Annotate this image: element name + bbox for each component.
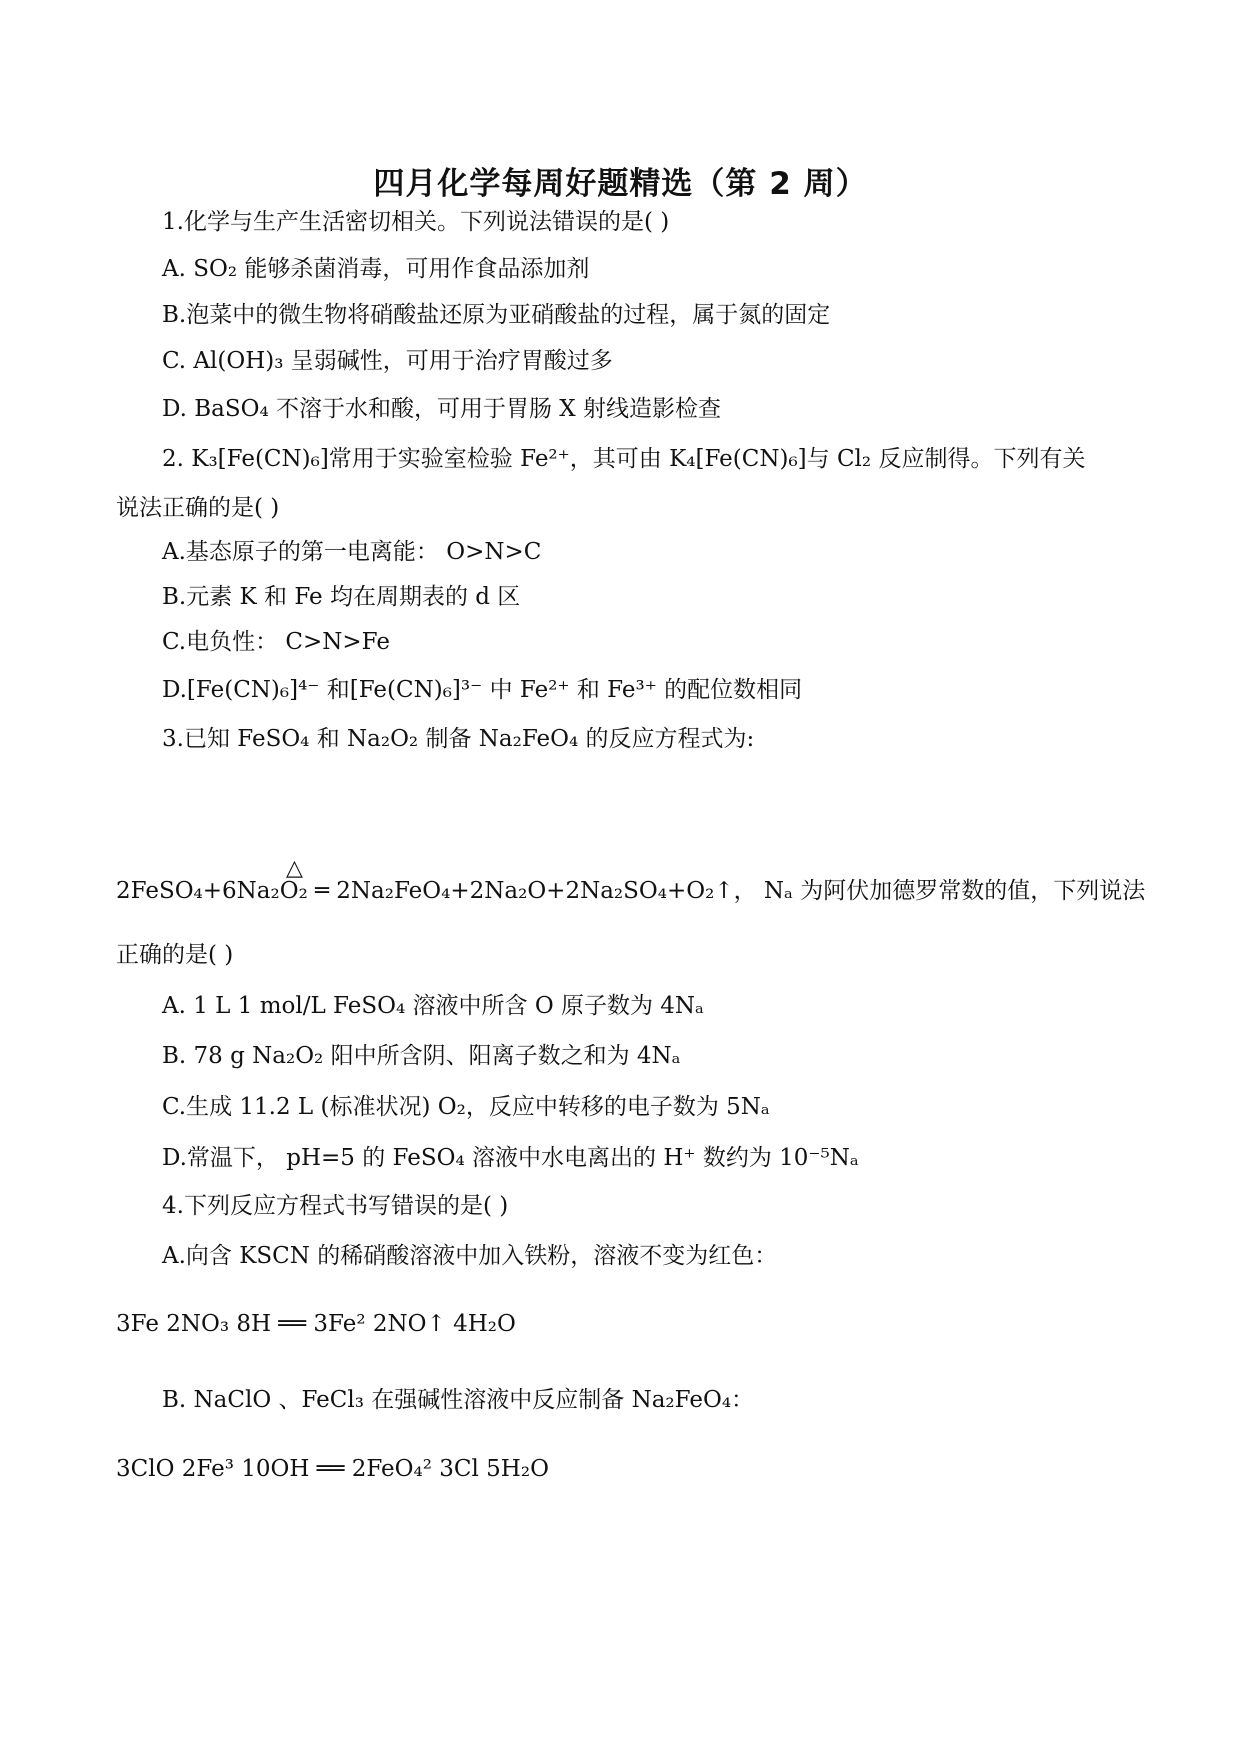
question-4-option-b-equation: 3ClO 2Fe³ 10OH ══ 2FeO₄² 3Cl 5H₂O <box>116 1456 549 1482</box>
question-4-option-a-equation: 3Fe 2NO₃ 8H ══ 3Fe² 2NO↑ 4H₂O <box>116 1311 516 1337</box>
heat-symbol: △ <box>286 856 303 881</box>
question-2: 2. K₃[Fe(CN)₆]常用于实验室检验 Fe²⁺，其可由 K₄[Fe(CN)₆]与 Cl₂ 反应制得。下列有关 <box>162 446 1086 472</box>
question-2-option-b: B.元素 K 和 Fe 均在周期表的 d 区 <box>162 584 521 610</box>
question-1-option-d: D. BaSO₄ 不溶于水和酸，可用于胃肠 X 射线造影检查 <box>162 396 721 422</box>
question-3-option-d: D.常温下， pH=5 的 FeSO₄ 溶液中水电离出的 H⁺ 数约为 10⁻⁵Nₐ <box>162 1145 859 1171</box>
question-3-option-a: A. 1 L 1 mol/L FeSO₄ 溶液中所含 O 原子数为 4Nₐ <box>162 993 704 1019</box>
question-3-option-b: B. 78 g Na₂O₂ 阳中所含阴、阳离子数之和为 4Nₐ <box>162 1043 681 1069</box>
question-4-option-a: A.向含 KSCN 的稀硝酸溶液中加入铁粉，溶液不变为红色： <box>162 1243 778 1269</box>
question-2-option-a: A.基态原子的第一电离能： O>N>C <box>162 539 542 565</box>
question-1-option-c: C. Al(OH)₃ 呈弱碱性，可用于治疗胃酸过多 <box>162 348 613 374</box>
question-4: 4.下列反应方程式书写错误的是( ) <box>162 1193 509 1219</box>
question-2-option-c: C.电负性： C>N>Fe <box>162 629 390 655</box>
question-2-option-d: D.[Fe(CN)₆]⁴⁻ 和[Fe(CN)₆]³⁻ 中 Fe²⁺ 和 Fe³⁺ 的配位数相同 <box>162 677 803 703</box>
question-1-option-b: B.泡菜中的微生物将硝酸盐还原为亚硝酸盐的过程，属于氮的固定 <box>162 302 831 328</box>
question-4-option-b: B. NaClO 、FeCl₃ 在强碱性溶液中反应制备 Na₂FeO₄： <box>162 1387 755 1413</box>
question-3-option-c: C.生成 11.2 L (标准状况) O₂，反应中转移的电子数为 5Nₐ <box>162 1094 770 1120</box>
question-3-continuation: 正确的是( ) <box>116 942 234 968</box>
question-2-continuation: 说法正确的是( ) <box>116 495 280 521</box>
question-1-option-a: A. SO₂ 能够杀菌消毒，可用作食品添加剂 <box>162 256 590 282</box>
question-3-equation: 2FeSO₄+6Na₂O₂ ═ 2Na₂FeO₄+2Na₂O+2Na₂SO₄+O₂↑， Nₐ 为阿伏加德罗常数的值，下列说法 <box>116 878 1146 904</box>
question-3: 3.已知 FeSO₄ 和 Na₂O₂ 制备 Na₂FeO₄ 的反应方程式为: <box>162 726 755 752</box>
question-1: 1.化学与生产生活密切相关。下列说法错误的是( ) <box>162 209 670 235</box>
page-title: 四月化学每周好题精选（第 2 周） <box>373 166 868 202</box>
